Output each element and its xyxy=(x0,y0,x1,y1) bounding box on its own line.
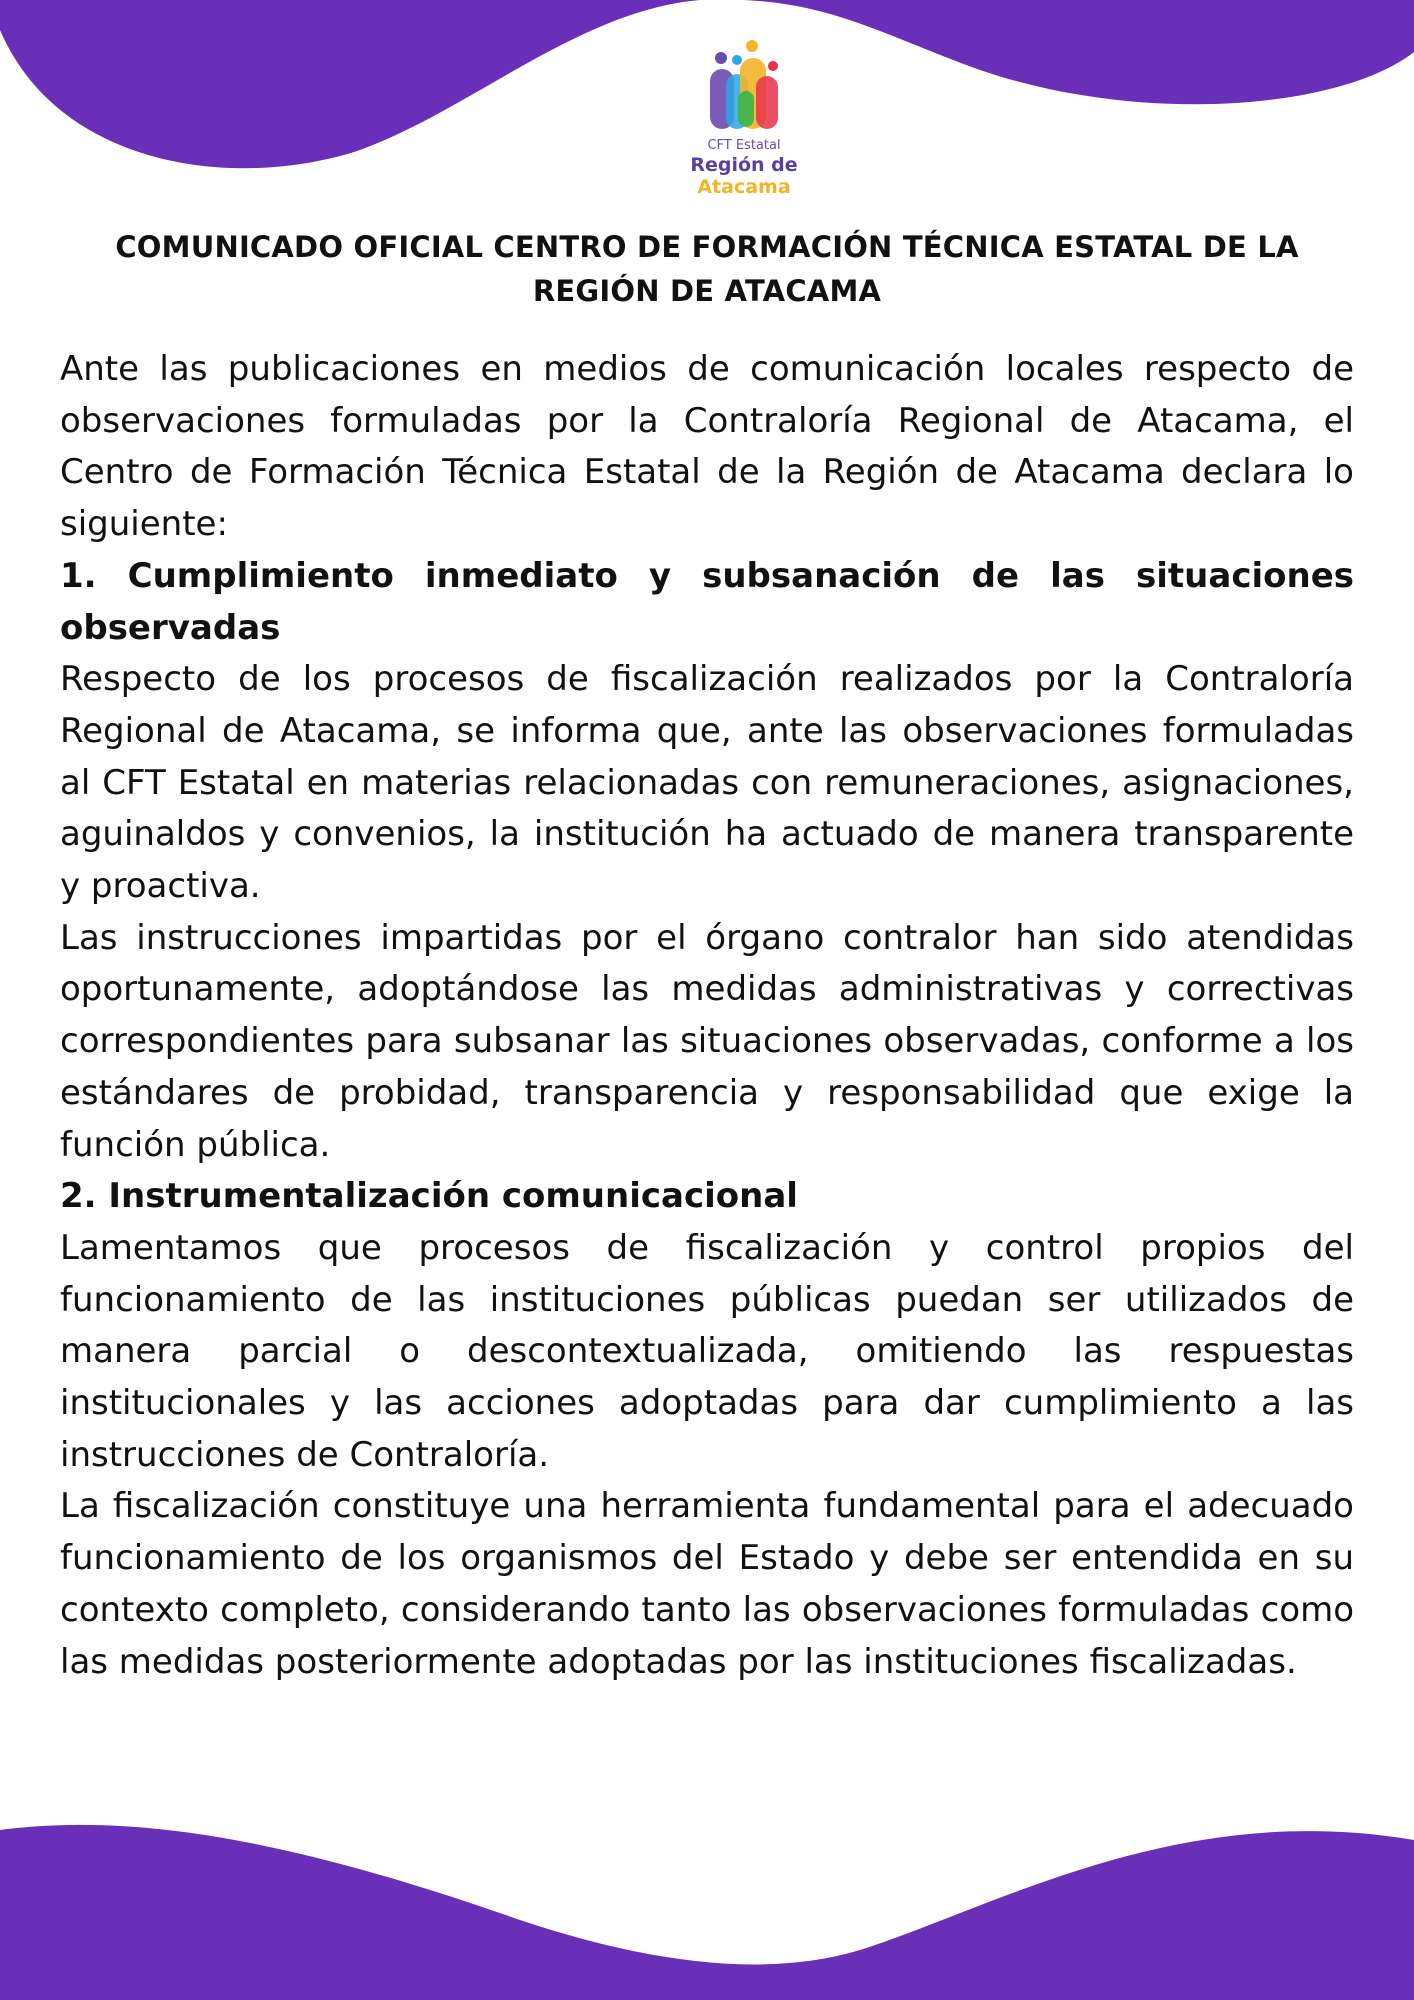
logo-region-label: Región de xyxy=(690,154,798,176)
intro-paragraph: Ante las publicaciones en medios de comunicación locales respecto de observaciones formuladas por la Contraloría Regional de Atacama, el Centro de Formación Técnica Estatal de la Región de Atacama declara lo siguiente: xyxy=(60,349,1354,545)
section-paragraph: La fiscalización constituye una herramienta fundamental para el adecuado funcionamiento de los organismos del Estado y debe ser entendida en su contexto completo, considerando tanto las observaciones formuladas como las medidas posteriormente adoptadas por las instituciones fiscalizadas. xyxy=(60,1486,1354,1682)
cft-people-logo-icon xyxy=(694,36,794,136)
logo-region-name xyxy=(644,154,844,198)
section-heading: 1. Cumplimiento inmediato y subsanación de las situaciones observadas xyxy=(60,555,1354,648)
section-paragraph: Las instrucciones impartidas por el órgano contralor han sido atendidas oportunamente, adoptándose las medidas administrativas y correctivas correspondientes para subsanar las situaciones observadas, conforme a los estándares de probidad, transparencia y responsabilidad que exige la función pública. xyxy=(60,917,1354,1165)
section-paragraph: Lamentamos que procesos de fiscalización y control propios del funcionamiento de las instituciones públicas puedan ser utilizados de manera parcial o descontextualizada, omitiendo las respuestas institucionales y las acciones adoptadas para dar cumplimiento a las instrucciones de Contraloría. xyxy=(60,1227,1354,1475)
statement-body xyxy=(60,344,1354,1688)
bottom-wave-decoration xyxy=(0,1810,1414,2000)
logo-subtitle: CFT Estatal xyxy=(707,138,781,153)
section-heading: 2. Instrumentalización comunicacional xyxy=(60,1176,798,1217)
section-paragraph: Respecto de los procesos de fiscalización realizados por la Contraloría Regional de Atacama, se informa que, ante las observaciones formuladas al CFT Estatal en materias relacionadas con remuneraciones, asignaciones, aguinaldos y convenios, la institución ha actuado de manera transparente y proactiva. xyxy=(60,659,1354,907)
page-title: COMUNICADO OFICIAL CENTRO DE FORMACIÓN TÉCNICA ESTATAL DE LA REGIÓN DE ATACAMA xyxy=(115,230,1299,308)
logo-place-label: Atacama xyxy=(697,176,791,198)
cft-logo xyxy=(644,36,844,196)
